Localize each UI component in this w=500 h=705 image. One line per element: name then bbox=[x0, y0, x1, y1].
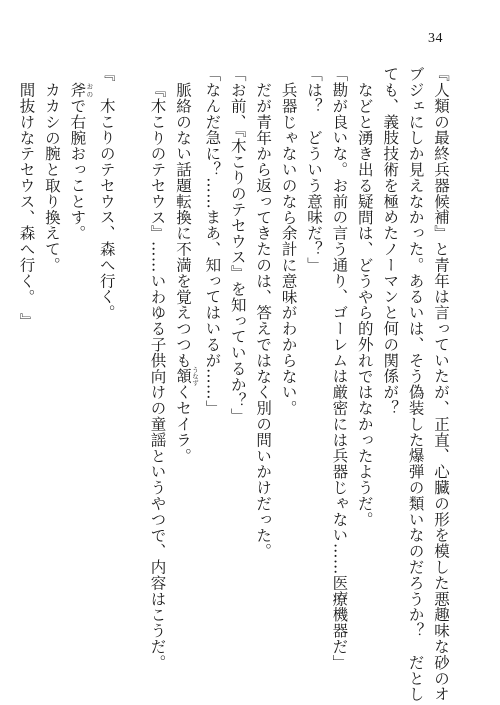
text-line: 斧 おので右腕おっことす。 bbox=[68, 81, 94, 241]
text-line: 「は？ どういう意味だ？」 bbox=[304, 66, 323, 273]
text-line: だが青年から返ってきたのは、答えではなく別の問いかけだった。 bbox=[254, 81, 273, 559]
text-line: カカシの腕と取り換えて。 bbox=[42, 81, 61, 273]
text-line: 「なんだ急に？……まあ、知ってはいるが……」 bbox=[203, 66, 222, 416]
text-line: 兵器じゃないのなら余計に意味がわからない。 bbox=[279, 81, 298, 416]
text-line bbox=[13, 66, 38, 666]
text-line: 『 木こりのテセウス、森へ行く。 bbox=[97, 66, 116, 321]
blank-line bbox=[119, 66, 144, 666]
text-line: 脈絡のない話題転換に不満を覚えつつも頷 うなずくセイラ。 bbox=[173, 81, 199, 464]
text-line: ても、義肢技術を極めたノーマンと何の関係が？ bbox=[381, 66, 400, 416]
text-line: 『人類の最終兵器候補』と青年は言っていたが、正直、心臓の形を模した悪趣味な砂のオ bbox=[432, 66, 450, 702]
ruby-annotation: 頷 うなず bbox=[173, 365, 199, 386]
text-line: などと湧き出る疑問は、どうやら的外れではなかったようだ。 bbox=[355, 81, 374, 527]
text-line: 「勘が良いな。お前の言う通り、ゴーレムは厳密には兵器じゃない……医療機器だ」 bbox=[330, 66, 349, 671]
page-number: 34 bbox=[428, 31, 443, 46]
closing-bracket: 』 bbox=[17, 313, 36, 329]
body-text bbox=[13, 66, 453, 702]
ruby-annotation: 斧 おの bbox=[68, 81, 94, 98]
text-line: 『木こりのテセウス』……いわゆる子供向けの童謡というやつで、内容はこうだ。 bbox=[148, 81, 167, 670]
text-line-content: 間抜けなテセウス、森へ行く。 bbox=[17, 81, 36, 305]
text-line: ブジェにしか見えなかった。あるいは、そう偽装した爆弾の類いなのだろうか？ だとし bbox=[406, 66, 425, 702]
text-line: 「お前、『木こりのテセウス』を知っているか？」 bbox=[228, 66, 247, 424]
